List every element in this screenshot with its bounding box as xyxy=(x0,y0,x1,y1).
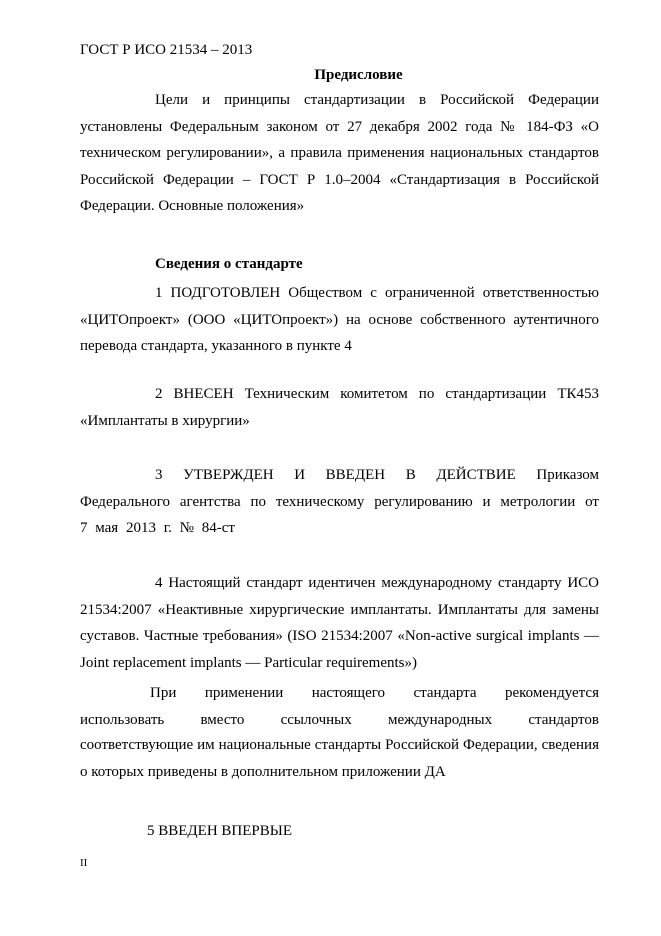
item-5-paragraph: 5 ВВЕДЕН ВПЕРВЫЕ xyxy=(147,823,292,839)
note-paragraph-rest: соответствующие им национальные стандарты Российской Федерации, сведения о которых приведены в дополнительном приложении ДА xyxy=(80,737,599,780)
intro-paragraph: Цели и принципы стандартизации в Российской Федерации установлены Федеральным законом от 27 декабря 2002 года № 184-ФЗ «О техническом регулировании», а правила применения национальных стандартов Российской Федерации – ГОСТ Р 1.0–2004 «Стандартизация в Российской Федерации. Основные положения» xyxy=(80,92,599,214)
note-word: использовать xyxy=(80,712,165,728)
section-title: Сведения о стандарте xyxy=(155,256,303,272)
note-word: вместо xyxy=(200,712,245,728)
note-word: применении xyxy=(204,685,284,701)
note-word: рекомендуется xyxy=(505,685,599,701)
note-word: стандарта xyxy=(413,685,477,701)
item-1-paragraph: 1 ПОДГОТОВЛЕН Обществом с ограниченной ответственностью «ЦИТОпроект» (ООО «ЦИТОпроект») на основе собственного аутентичного перевода стандарта, указанного в пункте 4 xyxy=(80,285,599,354)
page-title: Предисловие xyxy=(314,67,403,83)
note-line-1 xyxy=(150,684,599,702)
item-2-paragraph: 2 ВНЕСЕН Техническим комитетом по стандартизации ТК453 «Имплантаты в хирургии» xyxy=(80,386,599,429)
note-word: стандартов xyxy=(528,712,599,728)
note-word: ссылочных xyxy=(280,712,352,728)
page-number: II xyxy=(80,857,88,869)
note-line-2 xyxy=(80,711,599,729)
item-4-paragraph: 4 Настоящий стандарт идентичен международному стандарту ИСО 21534:2007 «Неактивные хирургические имплантаты. Имплантаты для замены суставов. Частные требования» (ISO 21534:2007 «Non-active surgical implants — Joint replacement implants — Particular requirements») xyxy=(80,575,599,671)
document-number-header: ГОСТ Р ИСО 21534 – 2013 xyxy=(80,42,253,58)
item-3-paragraph: 3 УТВЕРЖДЕН И ВВЕДЕН В ДЕЙСТВИЕ Приказом Федерального агентства по техническому регулированию и метрологии от 7 мая 2013 г. № 84-ст xyxy=(80,467,599,536)
note-word: международных xyxy=(387,712,493,728)
note-word: При xyxy=(150,685,177,701)
note-word: настоящего xyxy=(311,685,386,701)
